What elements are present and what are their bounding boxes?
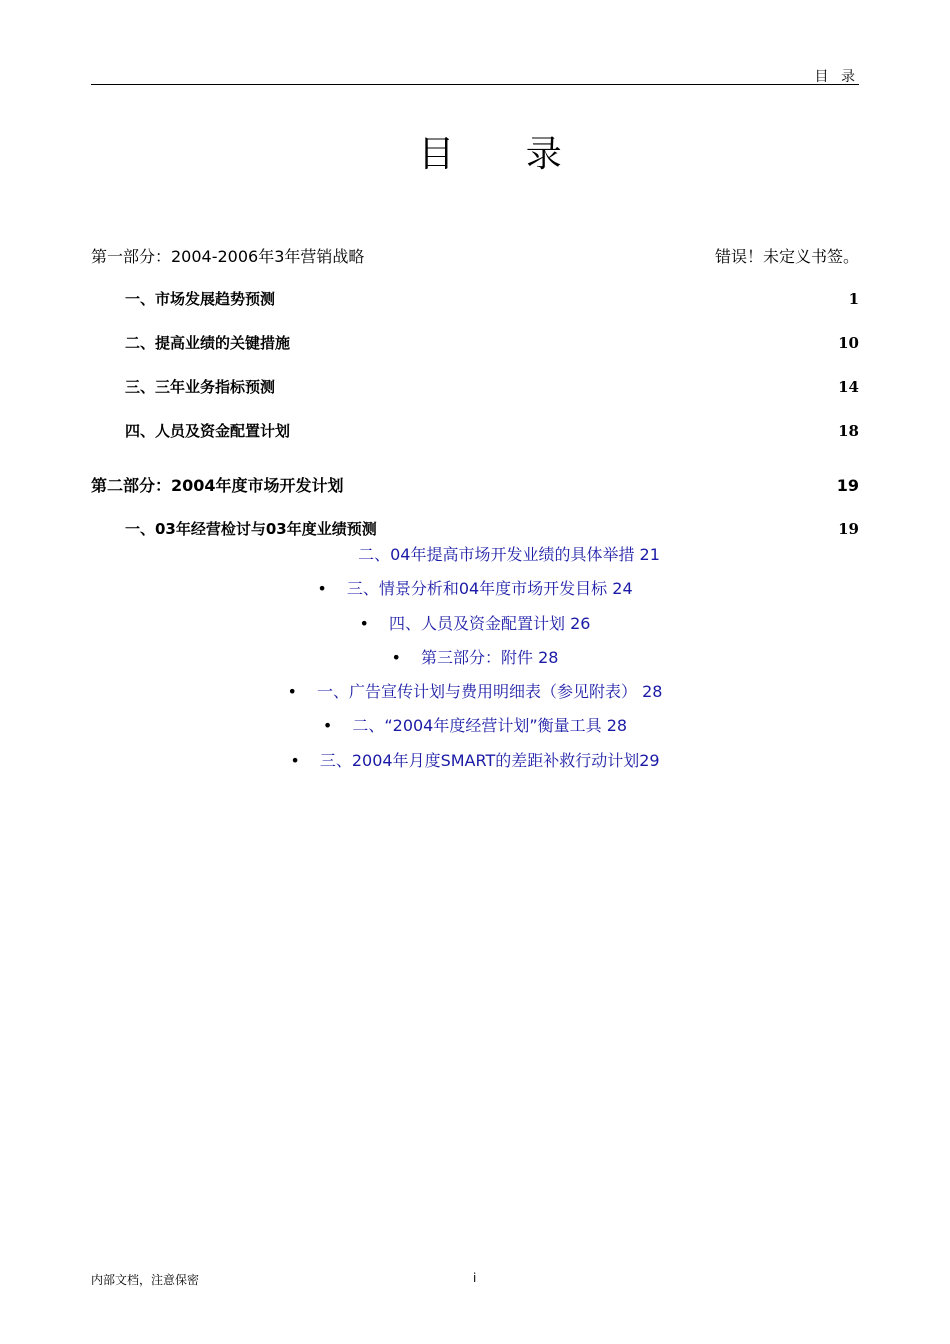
toc-link-entry[interactable]: [0, 748, 950, 771]
toc-link-entry[interactable]: [0, 713, 950, 736]
toc-item-page: 19: [838, 520, 859, 538]
toc-item-page: 10: [838, 334, 859, 352]
bullet-icon: •: [391, 648, 401, 667]
running-header: 目 录: [814, 69, 859, 85]
toc-item-label: 一、市场发展趋势预测: [125, 290, 276, 308]
toc-item-label: 四、人员及资金配置计划: [125, 422, 291, 440]
toc-part2-label: 第二部分：2004年度市场开发计划: [91, 476, 344, 495]
bullet-icon: •: [322, 716, 333, 735]
toc-item[interactable]: [91, 332, 859, 353]
footer-confidential-note: 内部文档，注意保密: [91, 1273, 200, 1287]
toc-link-text: 三、情景分析和04年度市场开发目标 24: [346, 579, 633, 598]
toc-item[interactable]: [91, 518, 859, 539]
bullet-icon: •: [317, 579, 327, 598]
toc-link-entry[interactable]: [0, 611, 950, 634]
toc-link-text: 四、人员及资金配置计划 26: [388, 614, 591, 633]
toc-link-text: 二、04年提高市场开发业绩的具体举措 21: [358, 545, 660, 564]
toc-part2[interactable]: [91, 473, 859, 496]
toc-item-label: 三、三年业务指标预测: [125, 378, 276, 396]
toc-item-label: 一、03年经营检讨与03年度业绩预测: [125, 520, 377, 538]
toc-link-text: 三、2004年月度SMART的差距补救行动计划29: [319, 751, 660, 770]
bullet-icon: •: [287, 682, 297, 701]
toc-link-entry[interactable]: [0, 576, 950, 599]
page-title: 目 录: [418, 134, 592, 175]
toc-link-text: 一、广告宣传计划与费用明细表（参见附表） 28: [316, 682, 663, 701]
toc-item-label: 二、提高业绩的关键措施: [125, 334, 291, 352]
toc-item-page: 14: [838, 378, 859, 396]
toc-item[interactable]: [91, 420, 859, 441]
toc-link-entry[interactable]: [0, 542, 950, 565]
toc-part1-label: 第一部分：2004-2006年3年营销战略: [91, 247, 365, 266]
footer-page-number: i: [473, 1271, 477, 1285]
bullet-icon: •: [290, 751, 300, 770]
toc-item[interactable]: [91, 288, 859, 309]
toc-link-entry[interactable]: [0, 679, 950, 702]
bullet-icon: •: [359, 614, 369, 633]
toc-item-page: 1: [848, 290, 859, 308]
toc-link-entry[interactable]: [0, 645, 950, 668]
toc-part1[interactable]: [91, 244, 859, 267]
toc-link-text: 二、“2004年度经营计划”衡量工具 28: [352, 716, 628, 735]
header-rule: [91, 84, 859, 85]
toc-link-text: 第三部分：附件 28: [420, 648, 559, 667]
toc-item-page: 18: [838, 422, 859, 440]
toc-item[interactable]: [91, 376, 859, 397]
toc-part1-page: 错误！未定义书签。: [714, 247, 859, 266]
toc-part2-page: 19: [836, 476, 859, 495]
